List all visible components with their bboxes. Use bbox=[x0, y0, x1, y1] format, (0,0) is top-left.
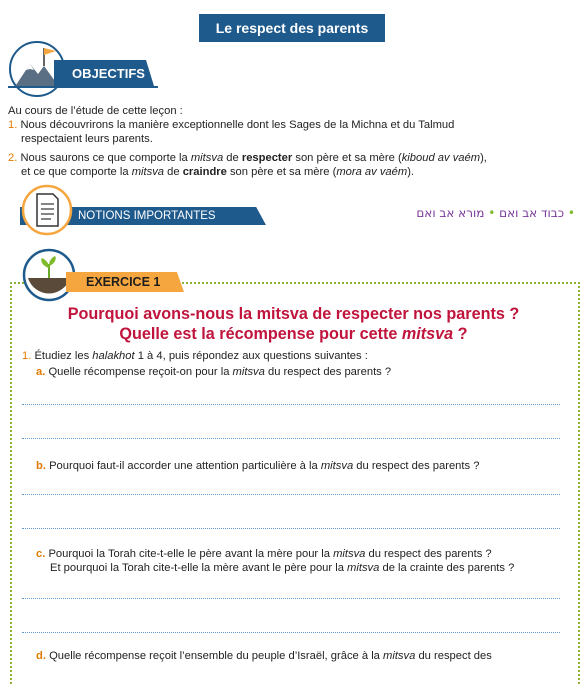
question-d: d. Quelle récompense reçoit l’ensemble du peuple d’Israël, grâce à la mitsva du respect des bbox=[36, 650, 492, 662]
objectif-item-1-line1: 1. Nous découvrirons la manière exceptionnelle dont les Sages de la Michna et du Talmud bbox=[8, 119, 455, 131]
question-c-line2: Et pourquoi la Torah cite-t-elle la mère avant le père pour la mitsva de la crainte des parents ? bbox=[50, 562, 515, 574]
exercise-instruction: 1. Étudiez les halakhot 1 à 4, puis répondez aux questions suivantes : bbox=[22, 350, 368, 362]
objectifs-intro: Au cours de l’étude de cette leçon : bbox=[8, 105, 183, 117]
lesson-title: Le respect des parents bbox=[199, 14, 385, 42]
document-icon bbox=[21, 184, 73, 236]
notions-label: NOTIONS IMPORTANTES bbox=[78, 210, 216, 222]
hebrew-notions: • כבוד אב ואם • מורא אב ואם bbox=[416, 206, 575, 220]
exercise-label: EXERCICE 1 bbox=[86, 275, 161, 289]
answer-line[interactable] bbox=[22, 438, 560, 439]
answer-line[interactable] bbox=[22, 598, 560, 599]
objectif-item-2-line2: et ce que comporte la mitsva de craindre son père et sa mère (mora av vaém). bbox=[21, 166, 415, 178]
objectifs-label: OBJECTIFS bbox=[72, 66, 145, 81]
answer-line[interactable] bbox=[22, 494, 560, 495]
objectif-item-1-line2: respectaient leurs parents. bbox=[21, 133, 153, 145]
answer-line[interactable] bbox=[22, 404, 560, 405]
question-b: b. Pourquoi faut-il accorder une attention particulière à la mitsva du respect des parents ? bbox=[36, 460, 480, 472]
answer-line[interactable] bbox=[22, 632, 560, 633]
objectif-item-2-line1: 2. Nous saurons ce que comporte la mitsva de respecter son père et sa mère (kiboud av vaém), bbox=[8, 152, 487, 164]
question-a: a. Quelle récompense reçoit-on pour la mitsva du respect des parents ? bbox=[36, 366, 392, 378]
exercise-title-line1: Pourquoi avons-nous la mitsva de respecter nos parents ? bbox=[67, 305, 520, 323]
exercise-title-line2: Quelle est la récompense pour cette mitsva ? bbox=[119, 325, 468, 343]
answer-line[interactable] bbox=[22, 528, 560, 529]
question-c-line1: c. Pourquoi la Torah cite-t-elle le père avant la mère pour la mitsva du respect des parents ? bbox=[36, 548, 492, 560]
objectifs-underline bbox=[8, 86, 158, 88]
